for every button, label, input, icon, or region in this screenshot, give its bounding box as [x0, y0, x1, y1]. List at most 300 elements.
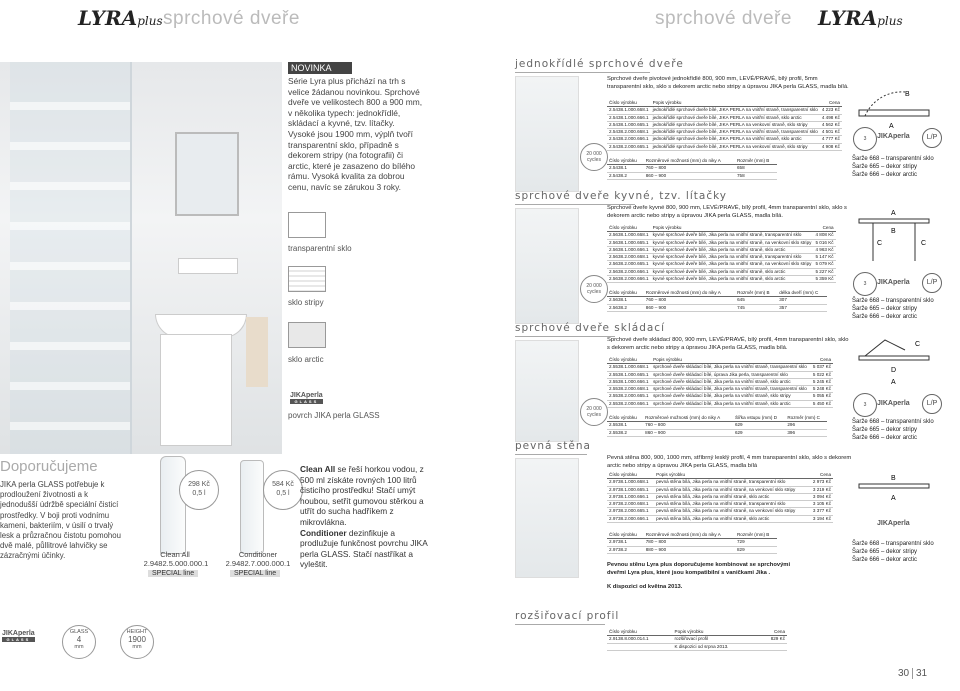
table-cell: 4 501 Kč [821, 129, 840, 135]
table-row [607, 121, 842, 128]
table-cell: 758 [735, 172, 777, 179]
glass-stripe [10, 382, 130, 390]
table-cell: 5 079 Kč [815, 261, 834, 267]
table-cell: 2.5638.1.000.668.1 [609, 232, 649, 238]
table-row [607, 508, 833, 515]
diagram-label-c2: C [921, 240, 927, 247]
table-cell: 296 [785, 422, 827, 429]
table-cell: 3 094 Kč [809, 493, 833, 500]
glass-badge-unit: mm [74, 644, 84, 650]
table-cell: 2.5638.1.000.665.1 [609, 239, 649, 245]
table-cell: 829 Kč [759, 636, 787, 643]
table-cell: 307 [777, 297, 827, 304]
glass-stripe [10, 422, 130, 430]
table-cell: 2.5638.1.000.666.1 [609, 246, 649, 252]
table-cell: 2.5538.1.000.665.1 [607, 371, 651, 378]
diagram-label-c: C [915, 341, 921, 348]
series-item: Šarže 665 – dekor stripy [852, 306, 918, 312]
table-cell: jednokřídlé sprchové dveře bílé, JIKA PERLA na vnitřní straně, sklo arctic [651, 114, 820, 121]
table-cell: 5 227 Kč [815, 268, 834, 274]
table-cell: 4 777 Kč [821, 136, 840, 142]
table-cell: 3 194 Kč [809, 515, 833, 522]
jika-perla-logo: JIKAperla [877, 279, 910, 286]
diagram-fold [865, 340, 905, 356]
diagram-frame [859, 219, 929, 223]
diagram-skladaci [855, 330, 935, 394]
diagram-label-a: A [891, 495, 896, 502]
col-header: Číslo výrobku [607, 100, 651, 107]
series-item: Šarže 666 – dekor arctic [852, 557, 918, 563]
height-badge-unit: mm [132, 644, 142, 650]
table-cell: 629 [733, 422, 785, 429]
col-header: Číslo výrobku [607, 357, 651, 364]
table-cell: 357 [777, 304, 827, 311]
clean-all-description: se řeší horkou vodou, z 500 ml získáte rovných 100 litrů čisticího prostředku! Stačí umýt houbou, setřít gumovou stěrkou a utřít do sucha hadříkem z mikrovlákna. [300, 464, 424, 527]
swatch-label-arctic: sklo arctic [288, 355, 324, 364]
table-cell: sprchové dveře skládací bílé, Jika perla na vnitřní straně, transparentní sklo [651, 364, 811, 371]
table-cell: 2.5638.1 [607, 297, 644, 304]
diagram-label-d: D [891, 367, 897, 374]
table-cell: 860 – 900 [644, 172, 735, 179]
sink-cabinet [160, 334, 232, 446]
table-cell: kyvné sprchové dveře bílé, Jika perla na vnitřní straně, sklo arctic [651, 246, 814, 253]
table-cell: 2.5638.2 [607, 304, 644, 311]
section-desc-jednokridle: Sprchové dveře pivotové jednokřídlé 800, 900 mm, LEVÉ/PRAVÉ, bílý profil, 5mm transparentní sklo, sklo s dekorem arctic nebo stripy a úpravou JIKA perla GLASS, madla bílá. [607, 76, 849, 90]
col-header: Rozměr (mm) C [785, 415, 827, 422]
table-row [607, 539, 777, 546]
col-header: Šířka vstupu (mm) D [733, 415, 785, 422]
table-cell: 4 223 Kč [821, 107, 840, 113]
jika-perla-logo: JIKAperla [877, 520, 910, 527]
recommend-title: Doporučujeme [0, 458, 98, 475]
diagram-label-b: B [891, 475, 896, 482]
table-cell: 2.5538.2 [607, 429, 643, 436]
section-title-profil: rozšiřovací profil [515, 610, 620, 622]
table-cell: kyvné sprchové dveře bílé, Jika perla na vnitřní straně, sklo arctic [651, 276, 814, 283]
table-row [607, 129, 842, 136]
clean-all-line: SPECIAL line [148, 570, 198, 577]
cycles-badge [580, 143, 608, 171]
series-list [852, 297, 934, 321]
table-cell: 5 450 Kč [811, 400, 833, 407]
table-cell: 2.5538.1 [607, 422, 643, 429]
shower-door-glass [10, 62, 132, 454]
bathroom-shelf [178, 258, 238, 274]
section-divider [515, 624, 605, 625]
warranty-badge: 3 [853, 272, 877, 296]
table-row [607, 246, 836, 253]
table-row [607, 429, 827, 436]
table-cell: 860 – 900 [644, 304, 735, 311]
cycles-value: 20 000 [586, 283, 602, 289]
table-cell: 2.5638.2.000.668.1 [609, 254, 649, 260]
table-cell: 2.9738.1.000.666.1 [607, 493, 654, 500]
table-row [607, 232, 836, 239]
col-header: Popis výrobku [651, 225, 814, 232]
table-cell: 2.5538.2.000.668.1 [607, 386, 651, 393]
table-row [607, 515, 833, 522]
table-cell: pevná stěna bílá, Jika perla na vnitřní straně, transparentní sklo [654, 501, 809, 508]
glass-badge-top: GLASS [69, 629, 89, 635]
swatch-arctic [288, 322, 326, 348]
table-cell: 2.9738.2.000.668.1 [607, 501, 654, 508]
cycles-value: 20 000 [586, 151, 602, 157]
col-header: Popis výrobku [651, 100, 820, 107]
diagram-label-b: B [905, 91, 910, 98]
series-item: Šarže 665 – dekor stripy [852, 164, 918, 170]
table-cell: sprchové dveře skládací bílé, Jika perla na vnitřní straně, sklo arctic [651, 378, 811, 385]
swatch-label-transparent: transparentní sklo [288, 244, 352, 253]
glass-thickness-badge [62, 625, 96, 659]
left-right-badge: L/P [922, 394, 942, 414]
table-cell: 2.9738.2 [607, 546, 644, 553]
col-header: Číslo výrobku [607, 629, 673, 636]
section-title-jednokridle: jednokřídlé sprchové dveře [515, 58, 684, 70]
table-cell: jednokřídlé sprchové dveře bílé, JIKA PERLA na vnitřní straně, sklo arctic [651, 136, 820, 143]
table-cell: kyvné sprchové dveře bílé, Jika perla na vnitřní straně, transparentní sklo [651, 232, 814, 239]
pevna-stena-note: Pevnou stěnu Lyra plus doporučujeme kombinovat se sprchovými dveřmi Lyra plus, které jsou kompatibilní s vaničkami Jika . [607, 562, 791, 576]
table-cell: 4 808 Kč [815, 232, 834, 238]
table-cell: pevná stěna bílá, Jika perla na vnitřní straně, sklo arctic [654, 493, 809, 500]
series-item: Šarže 666 – dekor arctic [852, 435, 918, 441]
clean-all-name: Clean All [160, 550, 190, 559]
table-cell: K dispozici od srpna 2013. [673, 643, 760, 650]
table-cell: 5 245 Kč [811, 378, 833, 385]
table-cell: 5 022 Kč [811, 371, 833, 378]
page-number-right: 31 [912, 668, 927, 679]
series-list [852, 540, 934, 564]
col-header: Rozměr (mm) B [735, 158, 777, 165]
height-badge-top: HEIGHT [126, 629, 148, 635]
table-cell [759, 643, 787, 650]
glass-caption: povrch JIKA perla GLASS [288, 411, 380, 420]
table-row [607, 304, 827, 311]
glass-stripe [10, 142, 130, 150]
table-cell: kyvné sprchové dveře bílé, Jika perla na vnitřní straně, sklo arctic [651, 268, 814, 275]
table-cell: jednokřídlé sprchové dveře bílé, JIKA PERLA na vnitřní straně, transparentní sklo [652, 107, 818, 113]
warranty-badge: 3 [853, 393, 877, 417]
glass-badge-value: 4 [76, 635, 82, 644]
table-cell: 2.9738.1 [607, 539, 644, 546]
height-badge [120, 625, 154, 659]
page-title-right: sprchové dveře [655, 8, 792, 29]
conditioner-name: Conditioner [238, 550, 278, 559]
col-header: Rozměr (mm) B [735, 290, 777, 297]
table-cell: 5 359 Kč [815, 276, 834, 282]
diagram-label-b: B [891, 228, 896, 235]
bathroom-photo [0, 62, 282, 454]
cycles-badge [580, 398, 608, 426]
diagram-frame [859, 110, 929, 116]
table-cell: kyvné sprchové dveře bílé, Jika perla na vnitřní straně, na venkovní sklo stripy [652, 261, 812, 267]
conditioner-code: 2.9482.7.000.000.1 [225, 559, 291, 568]
table-cell: 880 – 900 [644, 546, 735, 553]
col-header: Popis výrobku [654, 472, 809, 479]
table-cell: 2.5438.2.000.665.1 [609, 143, 649, 149]
table-row [607, 261, 836, 268]
product-image-pevna-stena [515, 458, 579, 578]
warranty-badge: 3 [853, 127, 877, 151]
product-image-jednokridle [515, 76, 579, 192]
diagram-label-a: A [891, 379, 896, 386]
table-cell: 2.5538.2.000.665.1 [607, 393, 651, 400]
lyra-plus-logo-left: LYRAplus [78, 6, 163, 30]
table-cell: 2.9738.2.000.665.1 [607, 508, 654, 515]
section-divider [515, 336, 615, 337]
table-cell: 3 105 Kč [809, 501, 833, 508]
conditioner-price-bubble [263, 470, 303, 510]
dim-table-jednokridle [607, 158, 777, 180]
cycles-unit: cycles [587, 289, 601, 295]
table-jednokridle [607, 100, 842, 151]
table-row [607, 268, 836, 275]
cycles-value: 20 000 [586, 406, 602, 412]
table-cell [607, 643, 673, 650]
series-list [852, 418, 934, 442]
series-item: Šarže 665 – dekor stripy [852, 549, 918, 555]
diagram-arc [865, 92, 905, 116]
table-row [607, 297, 827, 304]
section-divider [515, 454, 587, 455]
table-cell: 629 [733, 429, 785, 436]
table-row [607, 239, 836, 246]
col-header: Cena [820, 100, 842, 107]
table-cell: 2.5538.2.000.666.1 [607, 400, 651, 407]
cycles-unit: cycles [587, 157, 601, 163]
conditioner-price: 584 Kč [272, 481, 294, 488]
col-header: Rozměrové možnosti (mm) do niky A [644, 290, 735, 297]
lyra-plus-logo-right: LYRAplus [818, 6, 903, 30]
col-header: Cena [813, 225, 835, 232]
table-cell: 760 – 800 [643, 422, 733, 429]
table-cell: pevná stěna bílá, Jika perla na vnitřní straně, na venkovní sklo stripy [654, 508, 809, 515]
table-cell: 4 498 Kč [821, 114, 840, 120]
clean-all-code: 2.9482.5.000.000.1 [143, 559, 209, 568]
novinka-text: Série Lyra plus přichází na trh s velice žádanou novinkou. Sprchové dveře ve velikostech 800 a 900 mm, v několika typech: jednokřídlé, skládací a kyvné, tzv. lítačky. Vysoké jsou 1900 mm, výplň tvoří transparentní sklo, případně s dekorem stripy (na fotografii) či arctic, které je zasazeno do bílého rámu. Vysoká kvalita za dobrou cenu, navíc se zárukou 3 roky. [288, 76, 423, 192]
table-cell: jednokřídlé sprchové dveře bílé, JIKA PERLA na vnitřní straně, transparentní sklo [652, 129, 818, 135]
col-header: délka dveří (mm) C [777, 290, 827, 297]
series-item: Šarže 668 – transparentní sklo [852, 419, 934, 425]
table-cell: 2.5438.2.000.666.1 [609, 136, 649, 142]
table-row [607, 371, 833, 378]
cycles-badge [580, 275, 608, 303]
series-item: Šarže 666 – dekor arctic [852, 314, 918, 320]
dim-table-skladaci [607, 415, 827, 437]
col-header: Číslo výrobku [607, 472, 654, 479]
section-desc-skladaci: Sprchové dveře skládací 800, 900 mm, LEVÉ/PRAVÉ, bílý profil, 4mm transparentní sklo, sklo s dekorem arctic nebo stripy a úpravou JIKA perla GLASS, madla bílá. [607, 337, 849, 351]
height-badge-value: 1900 [128, 635, 146, 644]
table-cell: sprchové dveře skládací bílé, Jika perla na vnitřní straně, sklo stripy [651, 393, 811, 400]
col-header: Číslo výrobku [607, 415, 643, 422]
table-row [607, 546, 777, 553]
series-list [852, 155, 934, 179]
table-row [607, 254, 836, 261]
dim-table-kyvne [607, 290, 827, 312]
table-cell: 2.5438.2 [607, 172, 644, 179]
table-cell: 2 973 Kč [809, 479, 833, 486]
table-skladaci [607, 357, 833, 408]
table-cell: 2.5638.2.000.665.1 [609, 261, 649, 267]
table-cell: 5 016 Kč [815, 239, 834, 245]
diagram-kyvne [855, 205, 935, 269]
swatch-label-stripy: sklo stripy [288, 298, 324, 307]
glass-stripe [10, 102, 130, 110]
col-header: Rozměrové možnosti (mm) do niky A [643, 415, 733, 422]
table-cell: 2.5438.2.000.668.1 [609, 129, 649, 135]
table-row [607, 479, 833, 486]
section-divider [515, 72, 650, 73]
table-cell: 2.5438.1.000.666.1 [609, 114, 649, 120]
table-row [607, 393, 833, 400]
swatch-stripy [288, 266, 326, 292]
table-cell: 780 – 800 [644, 539, 735, 546]
dim-table-pevna-stena [607, 532, 777, 554]
table-cell: 2.5638.2.000.666.1 [609, 276, 649, 282]
col-header: Číslo výrobku [607, 290, 644, 297]
table-cell: 5 248 Kč [811, 386, 833, 393]
conditioner-bold: Conditioner [300, 527, 347, 538]
table-cell: 829 [735, 546, 777, 553]
series-item: Šarže 668 – transparentní sklo [852, 156, 934, 162]
table-row [607, 400, 833, 407]
diagram-label-c: C [877, 240, 883, 247]
clean-all-bold: Clean All [300, 464, 336, 474]
col-header: Cena [811, 357, 833, 364]
table-cell: 2.5438.1.000.665.1 [609, 121, 649, 127]
table-cell: pevná stěna bílá, Jika perla na vnitřní straně, transparentní sklo [654, 479, 809, 486]
table-row [607, 107, 842, 114]
conditioner-volume: 0,5 l [276, 490, 290, 497]
col-header: Rozměrové možnosti (mm) do niky A [644, 158, 735, 165]
table-cell: 2.5638.2.000.666.1 [609, 268, 649, 274]
table-profil [607, 629, 787, 651]
pevna-stena-availability: K dispozici od května 2013. [607, 584, 683, 590]
table-cell: 745 [735, 304, 777, 311]
conditioner-line: SPECIAL line [230, 570, 280, 577]
jika-perla-glass-logo: JIKAperla GLASS [290, 392, 323, 404]
table-cell: 2.5438.1.000.668.1 [609, 107, 649, 113]
col-header: Číslo výrobku [607, 532, 644, 539]
table-pevna-stena [607, 472, 833, 523]
cleaning-text [300, 464, 432, 570]
table-cell: 645 [735, 297, 777, 304]
table-row [607, 172, 777, 179]
table-cell: 860 – 900 [643, 429, 733, 436]
table-row [607, 493, 833, 500]
table-cell: 2.9738.2.000.666.1 [607, 515, 654, 522]
jika-perla-sub-bottom: GLASS [2, 637, 35, 642]
clean-all-price-bubble [179, 470, 219, 510]
table-row [607, 643, 787, 650]
table-cell: 729 [735, 539, 777, 546]
product-image-kyvne [515, 208, 579, 324]
table-cell: kyvné sprchové dveře bílé, Jika perla na vnitřní straně, transparentní sklo [651, 254, 814, 261]
jika-perla-logo-bottom: JIKAperla GLASS [2, 630, 35, 642]
col-header: Číslo výrobku [607, 158, 644, 165]
table-kyvne [607, 225, 836, 283]
table-cell: 658 [735, 165, 777, 172]
table-cell: 4 963 Kč [815, 246, 834, 252]
col-header: Rozměrové možnosti (mm) do niky A [644, 532, 735, 539]
table-cell: 2.9738.1.000.665.1 [607, 486, 654, 493]
series-item: Šarže 668 – transparentní sklo [852, 298, 934, 304]
table-row [607, 136, 842, 143]
table-row [607, 486, 833, 493]
jika-perla-logo: JIKAperla [877, 133, 910, 140]
jika-perla-logo: JIKAperla [877, 400, 910, 407]
table-row [607, 114, 842, 121]
clean-all-price: 298 Kč [188, 481, 210, 488]
product-image-skladaci [515, 340, 579, 442]
table-row [607, 143, 842, 150]
left-right-badge: L/P [922, 273, 942, 293]
table-cell: 2.5538.1.000.668.1 [607, 364, 651, 371]
section-title-kyvne: sprchové dveře kyvné, tzv. lítačky [515, 190, 728, 202]
table-cell: 760 – 800 [644, 165, 735, 172]
table-cell: 2.9138.8.000.014.1 [607, 636, 673, 643]
table-cell: 2.5538.1.000.666.1 [607, 378, 651, 385]
left-right-badge: L/P [922, 128, 942, 148]
swatch-transparent [288, 212, 326, 238]
col-header: Popis výrobku [673, 629, 760, 636]
towel [246, 317, 268, 387]
col-header: Cena [759, 629, 787, 636]
table-cell: 396 [785, 429, 827, 436]
col-header: Číslo výrobku [607, 225, 651, 232]
diagram-label-a: A [891, 210, 896, 217]
conditioner-description: dezinfikuje a prodlužuje funkčnost povrchu JIKA perla GLASS. Stačí nastříkat a vyleštit. [300, 527, 428, 570]
table-row [607, 276, 836, 283]
jika-perla-glass-sub: GLASS [290, 399, 323, 404]
table-cell: 3 377 Kč [809, 508, 833, 515]
table-row [607, 165, 777, 172]
col-header: Cena [809, 472, 833, 479]
clean-all-bottle [160, 456, 186, 554]
table-cell: pevná stěna bílá, Jika perla na vnitřní straně, sklo arctic [654, 515, 809, 522]
recommend-text: JIKA perla GLASS potřebuje k prodloužení životnosti a k jednodušší údržbě speciální čisticí prostředky. V boji proti vodnímu kameni, bakteriím, v úsilí o trvalý lesk a průzračnou čistotu pomohou dvě malé, půllitrové lahvičky se zázračnými účinky. [0, 480, 121, 561]
page-title-left: sprchové dveře [163, 8, 300, 29]
table-cell: kyvné sprchové dveře bílé, Jika perla na vnitřní straně, na venkovní sklo stripy [652, 239, 812, 245]
table-row [607, 422, 827, 429]
glass-stripe [10, 262, 130, 270]
table-row [607, 364, 833, 371]
table-cell: 5 147 Kč [815, 254, 834, 260]
table-row [607, 378, 833, 385]
series-item: Šarže 666 – dekor arctic [852, 172, 918, 178]
glass-stripe [10, 222, 130, 230]
table-cell: 760 – 800 [644, 297, 735, 304]
table-cell: 4 562 Kč [821, 121, 840, 127]
table-row [607, 501, 833, 508]
table-cell: jednokřídlé sprchové dveře bílé, JIKA PERLA na venkovní straně, sklo stripy [651, 143, 820, 150]
section-desc-pevna-stena: Pevná stěna 800, 900, 1000 mm, stříbrný lesklý profil, 4 mm transparentní sklo, sklo s dekorem arctic nebo stripy a úpravou JIKA perla GLASS, madla bílá [607, 455, 852, 469]
table-cell: 2.9738.1.000.668.1 [607, 479, 654, 486]
table-cell: sprchové dveře skládací bílé, Jika perla na vnitřní straně, sklo arctic [651, 400, 811, 407]
series-item: Šarže 665 – dekor stripy [852, 427, 918, 433]
glass-stripe [10, 182, 130, 190]
table-cell: sprchové dveře skládací bílé, úprava Jika perla, transparentní sklo [651, 371, 811, 378]
clean-all-volume: 0,5 l [192, 490, 206, 497]
page-number-left: 30 [898, 668, 910, 679]
glass-stripe [10, 342, 130, 350]
section-desc-kyvne: Sprchové dveře kyvné 800, 900 mm, LEVÉ/PRAVÉ, bílý profil, 4mm transparentní sklo, sklo s dekorem arctic nebo stripy a úpravou JIKA perla GLASS, madla bílá. [607, 205, 847, 219]
col-header: Rozměr (mm) B [735, 532, 777, 539]
diagram-frame [859, 484, 929, 488]
table-row [607, 636, 787, 643]
table-cell: 3 219 Kč [809, 486, 833, 493]
table-row [607, 386, 833, 393]
table-cell: 4 908 Kč [821, 143, 840, 149]
